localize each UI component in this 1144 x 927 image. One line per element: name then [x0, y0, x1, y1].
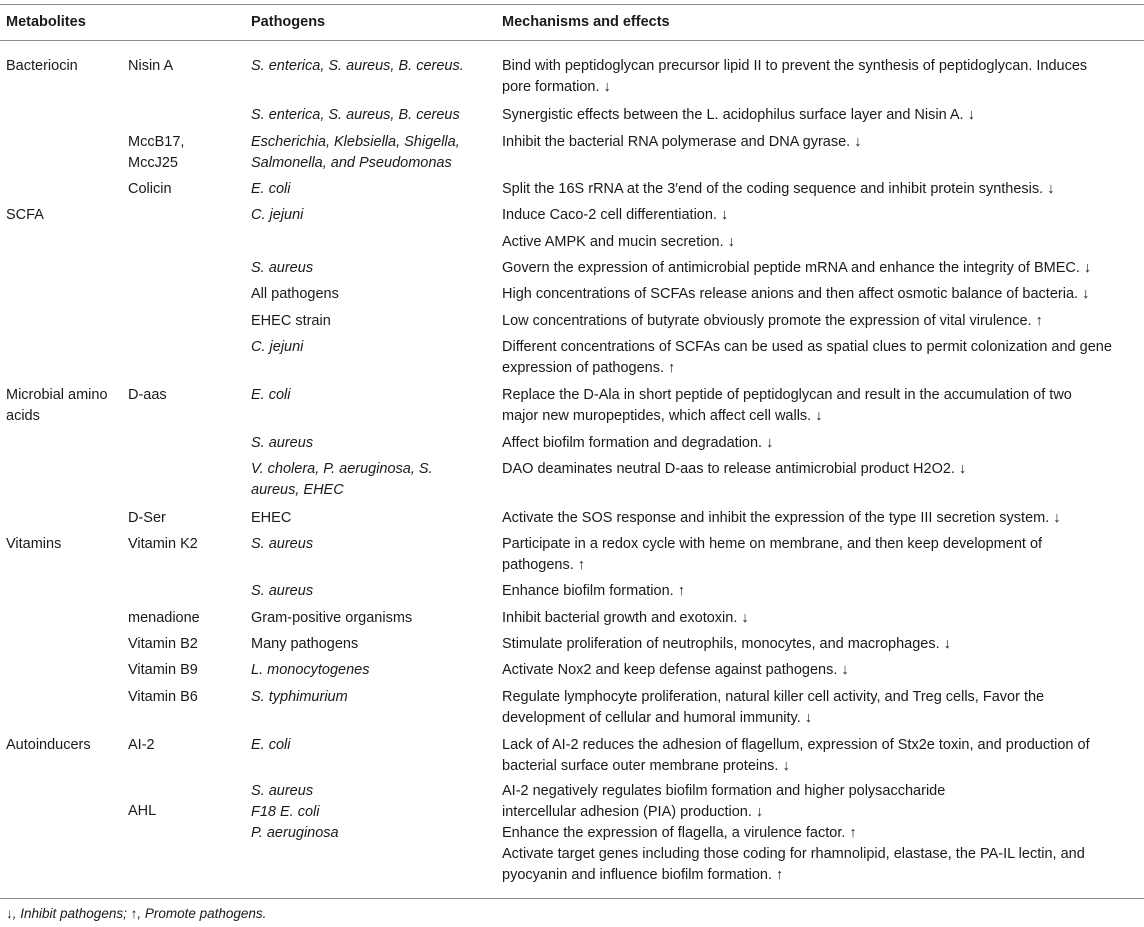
subtype-cell: Nisin A — [128, 58, 174, 74]
subtype-cell: D-Ser — [128, 510, 166, 526]
mechanism-cell: Synergistic effects between the L. acidophilus surface layer and Nisin A. ↓ — [502, 107, 975, 123]
mechanism-cell: Regulate lymphocyte proliferation, natural killer cell activity, and Treg cells, Favor the development of cellular and humoral immunity. ↓ — [502, 689, 1045, 726]
mechanism-cell: Activate the SOS response and inhibit the expression of the type III secretion system. ↓ — [502, 510, 1061, 526]
pathogen-cell: S. aureus — [251, 583, 314, 599]
metabolite-cell: Vitamins — [6, 536, 62, 552]
subtype-cell: AI-2 — [128, 737, 155, 753]
pathogen-cell: S. aureus — [251, 536, 314, 552]
subtype-cell: AHL — [128, 803, 157, 819]
header-metabolites: Metabolites — [6, 14, 86, 30]
mechanism-cell: Bind with peptidoglycan precursor lipid II to prevent the synthesis of peptidoglycan. Induces pore formation. ↓ — [502, 58, 1088, 95]
pathogen-cell: Many pathogens — [251, 636, 359, 652]
pathogen-cell: E. coli — [251, 737, 291, 753]
mechanism-cell: Stimulate proliferation of neutrophils, monocytes, and macrophages. ↓ — [502, 636, 951, 652]
mechanism-cell: High concentrations of SCFAs release anions and then affect osmotic balance of bacteria. ↓ — [502, 286, 1090, 302]
subtype-cell: Vitamin B9 — [128, 662, 198, 678]
pathogen-cell: E. coli — [251, 387, 291, 403]
mechanism-cell: Inhibit bacterial growth and exotoxin. ↓ — [502, 610, 749, 626]
subtype-cell: menadione — [128, 610, 200, 626]
mechanism-cell: Govern the expression of antimicrobial peptide mRNA and enhance the integrity of BMEC. ↓ — [502, 260, 1092, 276]
metabolite-cell: Microbial amino acids — [6, 387, 108, 424]
pathogen-cell: S. typhimurium — [251, 689, 348, 705]
metabolite-cell: SCFA — [6, 207, 44, 223]
mechanism-cell: Lack of AI-2 reduces the adhesion of flagellum, expression of Stx2e toxin, and production of bacterial surface outer membrane proteins. ↓ — [502, 737, 1090, 774]
mechanism-cell: Activate Nox2 and keep defense against pathogens. ↓ — [502, 662, 849, 678]
pathogen-cell: S. aureus F18 E. coli P. aeruginosa — [251, 783, 339, 841]
subtype-cell: Vitamin K2 — [128, 536, 198, 552]
mechanism-cell: Low concentrations of butyrate obviously promote the expression of vital virulence. ↑ — [502, 313, 1043, 329]
table-header-rule — [0, 40, 1144, 41]
pathogen-cell: S. aureus — [251, 435, 314, 451]
table-bottom-rule — [0, 898, 1144, 899]
subtype-cell: MccB17, MccJ25 — [128, 134, 185, 171]
mechanism-cell: Active AMPK and mucin secretion. ↓ — [502, 234, 735, 250]
metabolite-cell: Autoinducers — [6, 737, 91, 753]
pathogen-cell: EHEC strain — [251, 313, 331, 329]
pathogen-cell: V. cholera, P. aeruginosa, S. aureus, EHEC — [251, 461, 433, 498]
subtype-cell: D-aas — [128, 387, 167, 403]
pathogen-cell: Escherichia, Klebsiella, Shigella, Salmonella, and Pseudomonas — [251, 134, 460, 171]
pathogen-cell: S. enterica, S. aureus, B. cereus. — [251, 58, 464, 74]
mechanism-cell: Participate in a redox cycle with heme on membrane, and then keep development of pathogens. ↑ — [502, 536, 1043, 573]
mechanism-cell: Different concentrations of SCFAs can be used as spatial clues to permit colonization and gene expression of pathogens. ↑ — [502, 339, 1112, 376]
pathogen-cell: S. aureus — [251, 260, 314, 276]
table-top-rule — [0, 4, 1144, 5]
mechanism-cell: Replace the D-Ala in short peptide of peptidoglycan and result in the accumulation of two major new muropeptides, which affect cell walls. ↓ — [502, 387, 1072, 424]
subtype-cell: Vitamin B6 — [128, 689, 198, 705]
pathogen-cell: L. monocytogenes — [251, 662, 370, 678]
mechanism-cell: Induce Caco-2 cell differentiation. ↓ — [502, 207, 729, 223]
pathogen-cell: EHEC — [251, 510, 292, 526]
mechanism-cell: AI-2 negatively regulates biofilm formation and higher polysaccharide intercellular adhesion (PIA) production. ↓ Enhance the expression of flagella, a virulence factor. ↑ Activate target genes including those coding for rhamnolipid, elastase, the PA-IL lectin, and pyocyanin and influence biofilm formation. ↑ — [502, 783, 1085, 883]
mechanism-cell: Affect biofilm formation and degradation. ↓ — [502, 435, 774, 451]
subtype-cell: Colicin — [128, 181, 172, 197]
mechanism-cell: Inhibit the bacterial RNA polymerase and DNA gyrase. ↓ — [502, 134, 862, 150]
header-mechanisms: Mechanisms and effects — [502, 14, 670, 30]
mechanism-cell: DAO deaminates neutral D-aas to release antimicrobial product H2O2. ↓ — [502, 461, 967, 477]
pathogen-cell: C. jejuni — [251, 207, 304, 223]
pathogen-cell: S. enterica, S. aureus, B. cereus — [251, 107, 460, 123]
metabolite-cell: Bacteriocin — [6, 58, 78, 74]
mechanism-cell: Enhance biofilm formation. ↑ — [502, 583, 685, 599]
pathogen-cell: Gram-positive organisms — [251, 610, 413, 626]
header-pathogens: Pathogens — [251, 14, 326, 30]
pathogen-cell: E. coli — [251, 181, 291, 197]
mechanism-cell: Split the 16S rRNA at the 3′end of the coding sequence and inhibit protein synthesis. ↓ — [502, 181, 1055, 197]
pathogen-cell: All pathogens — [251, 286, 339, 302]
subtype-cell: Vitamin B2 — [128, 636, 198, 652]
table-footnote: ↓, Inhibit pathogens; ↑, Promote pathogens. — [6, 906, 267, 921]
pathogen-cell: C. jejuni — [251, 339, 304, 355]
